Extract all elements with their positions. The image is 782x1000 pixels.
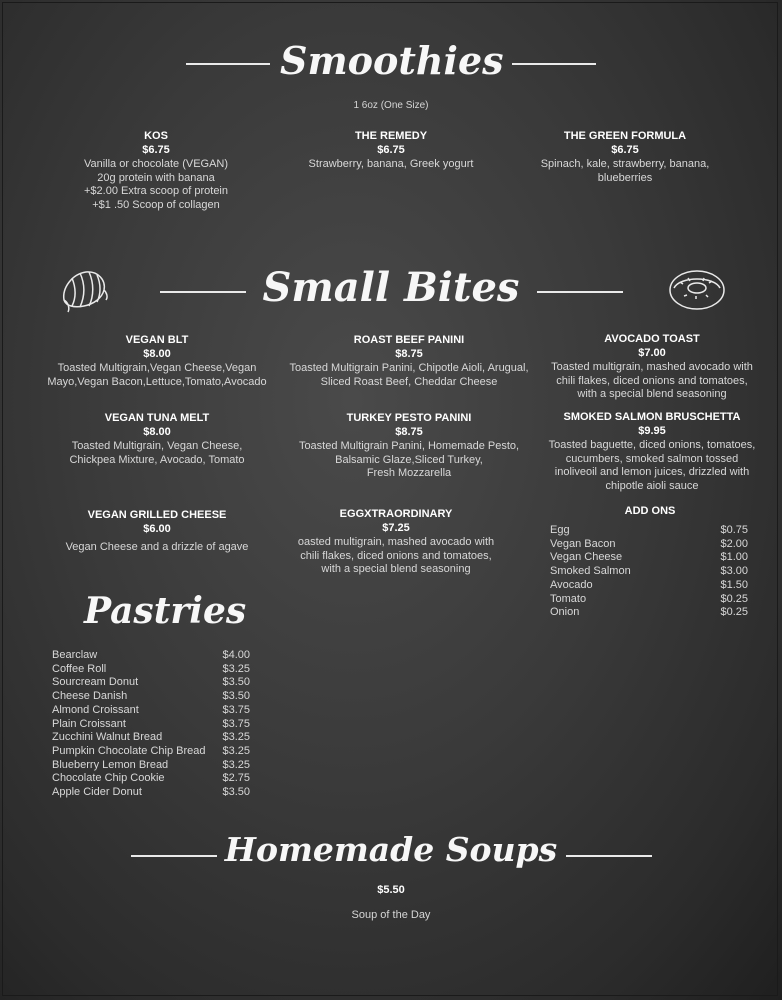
desc-line: Toasted Multigrain, Vegan Cheese, (71, 440, 243, 452)
desc-line: Toasted Multigrain,Vegan Cheese,Vegan (57, 362, 257, 374)
desc-line: with a special blend seasoning (577, 388, 727, 400)
list-item (550, 593, 748, 607)
item-name: THE REMEDY (354, 130, 428, 142)
small-bite-item-vegan-blt (42, 334, 272, 389)
pastry-name: Coffee Roll (52, 662, 107, 675)
list-item (550, 565, 748, 579)
desc-line: chili flakes, diced onions and tomatoes, (300, 549, 492, 562)
list-item (52, 759, 250, 773)
item-description (42, 362, 272, 389)
item-price: $9.95 (638, 424, 666, 437)
pastry-price: $3.25 (222, 758, 250, 771)
desc-line: Sliced Roast Beef, Cheddar Cheese (320, 375, 498, 388)
smoothies-rule-left (186, 63, 270, 65)
item-description (542, 361, 762, 402)
list-item (52, 786, 250, 800)
desc-line: oasted multigrain, mashed avocado with (297, 536, 495, 548)
desc-line: Mayo,Vegan Bacon,Lettuce,Tomato,Avocado (47, 375, 267, 388)
item-description (283, 440, 535, 481)
desc-line: Fresh Mozzarella (366, 467, 452, 479)
pastry-price: $2.75 (222, 772, 250, 785)
list-item (52, 649, 250, 663)
item-name: VEGAN GRILLED CHEESE (87, 509, 227, 521)
pastry-name: Plain Croissant (52, 717, 126, 730)
small-bite-item-vegan-grilled-cheese (42, 509, 272, 555)
addons-list (550, 524, 748, 620)
addon-name: Avocado (550, 578, 593, 591)
pastry-name: Bearclaw (52, 649, 98, 661)
pastries-title: Pastries (84, 590, 247, 632)
desc-line: Strawberry, banana, Greek yogurt (308, 158, 474, 170)
item-name: AVOCADO TOAST (604, 333, 700, 345)
item-price: $6.00 (143, 522, 171, 535)
pastry-name: Chocolate Chip Cookie (52, 772, 165, 785)
list-item (550, 538, 748, 552)
addon-name: Vegan Bacon (550, 537, 616, 550)
addon-name: Smoked Salmon (550, 565, 631, 578)
item-name: KOS (144, 130, 168, 142)
small-bites-rule-left (160, 291, 246, 293)
smoothie-item-kos (55, 130, 257, 212)
item-price: $5.50 (377, 884, 405, 896)
pastry-price: $3.75 (222, 717, 250, 730)
item-description (283, 536, 509, 577)
smoothies-title: Smoothies (280, 38, 504, 83)
pastry-name: Blueberry Lemon Bread (52, 758, 169, 771)
item-description (290, 158, 492, 172)
desc-line: Spinach, kale, strawberry, banana, (540, 158, 710, 170)
item-description (42, 541, 272, 555)
smoothies-size-note: 1 6oz (One Size) (353, 100, 429, 111)
addon-name: Tomato (550, 592, 587, 605)
item-name: EGGXTRAORDINARY (339, 508, 453, 520)
addon-price: $1.00 (720, 551, 748, 564)
item-name: SMOKED SALMON BRUSCHETTA (563, 411, 741, 423)
list-item (52, 772, 250, 786)
addon-price: $0.25 (720, 592, 748, 605)
smoothie-item-the-green-formula (522, 130, 728, 185)
item-name: VEGAN TUNA MELT (104, 412, 210, 424)
list-item (52, 690, 250, 704)
item-price: $8.00 (143, 425, 171, 438)
pastry-name: Cheese Danish (52, 690, 128, 703)
item-price: $6.75 (142, 143, 170, 156)
desc-line: +$2.00 Extra scoop of protein (83, 185, 228, 197)
desc-line: Vegan Cheese and a drizzle of agave (65, 541, 249, 553)
small-bite-item-eggxtraordinary (283, 508, 509, 577)
item-description (42, 440, 272, 467)
list-item (52, 731, 250, 745)
croissant-icon (58, 266, 110, 316)
list-item (550, 524, 748, 538)
item-name: ROAST BEEF PANINI (353, 334, 465, 346)
desc-line: Toasted Multigrain Panini, Chipotle Aioli, Arugual, (289, 362, 529, 374)
small-bite-item-turkey-pesto-panini (283, 412, 535, 481)
pastry-price: $3.50 (222, 690, 250, 703)
pastry-price: $4.00 (222, 649, 250, 661)
pastry-name: Sourcream Donut (52, 676, 139, 689)
addon-name: Onion (550, 606, 580, 619)
smoothie-item-the-remedy (290, 130, 492, 172)
list-item (550, 551, 748, 565)
addon-price: $0.25 (720, 606, 748, 619)
small-bite-item-roast-beef-panini (283, 334, 535, 389)
item-description (540, 439, 764, 493)
pastry-price: $3.50 (222, 786, 250, 799)
pastry-price: $3.25 (222, 662, 250, 675)
desc-line: cucumbers, smoked salmon tossed (565, 452, 739, 465)
item-price: $7.00 (638, 346, 666, 359)
item-price: $8.75 (395, 425, 423, 438)
desc-line: with a special blend seasoning (321, 563, 471, 575)
donut-icon (666, 266, 728, 314)
small-bites-title: Small Bites (262, 264, 520, 311)
desc-line: chipotle aioli sauce (605, 479, 699, 492)
list-item (52, 663, 250, 677)
pastry-name: Zucchini Walnut Bread (52, 731, 163, 744)
desc-line: Vanilla or chocolate (VEGAN) (83, 158, 229, 170)
pastry-price: $3.25 (222, 731, 250, 744)
item-name: TURKEY PESTO PANINI (346, 412, 472, 424)
desc-line: chili flakes, diced onions and tomatoes, (556, 374, 748, 387)
smoothies-rule-right (512, 63, 596, 65)
small-bite-item-smoked-salmon-bruschetta (540, 411, 764, 493)
desc-line: Toasted multigrain, mashed avocado with (551, 361, 753, 373)
list-item (550, 579, 748, 593)
list-item (52, 676, 250, 690)
item-description (55, 158, 257, 212)
addon-price: $3.00 (720, 565, 748, 578)
addon-price: $0.75 (720, 524, 748, 536)
desc-line: inoliveoil and lemon juices, drizzled with (554, 466, 750, 478)
list-item (52, 704, 250, 718)
desc-line: Toasted Multigrain Panini, Homemade Pesto, (298, 440, 520, 452)
desc-line: blueberries (597, 171, 653, 184)
addon-name: Egg (550, 524, 570, 536)
pastries-list (52, 649, 250, 800)
pastry-price: $3.50 (222, 676, 250, 689)
pastry-name: Apple Cider Donut (52, 786, 142, 799)
pastry-name: Pumpkin Chocolate Chip Bread (52, 744, 206, 757)
soups-rule-right (566, 855, 652, 857)
item-name: VEGAN BLT (125, 334, 189, 346)
pastry-price: $3.75 (222, 703, 250, 716)
list-item (550, 606, 748, 620)
item-price: $6.75 (611, 143, 639, 156)
small-bites-rule-right (537, 291, 623, 293)
desc-line: Toasted baguette, diced onions, tomatoes, (548, 439, 756, 451)
item-price: $8.75 (395, 347, 423, 360)
soups-title: Homemade Soups (224, 830, 558, 869)
pastry-price: $3.25 (222, 744, 250, 757)
desc-line: Chickpea Mixture, Avocado, Tomato (69, 453, 245, 466)
item-price: $6.75 (377, 143, 405, 156)
addon-name: Vegan Cheese (550, 551, 623, 564)
item-name: THE GREEN FORMULA (563, 130, 687, 142)
small-bite-item-vegan-tuna-melt (42, 412, 272, 467)
addon-price: $1.50 (720, 578, 748, 591)
addons-title: ADD ONS (624, 505, 676, 517)
pastry-name: Almond Croissant (52, 703, 139, 716)
list-item (52, 745, 250, 759)
soups-price (331, 884, 451, 898)
item-price: $7.25 (382, 521, 410, 534)
soups-description: Soup of the Day (351, 909, 431, 921)
item-description (522, 158, 728, 185)
item-price: $8.00 (143, 347, 171, 360)
small-bite-item-avocado-toast (542, 333, 762, 402)
desc-line: +$1 .50 Scoop of collagen (92, 198, 220, 211)
addon-price: $2.00 (720, 537, 748, 550)
desc-line: 20g protein with banana (97, 171, 215, 184)
soups-rule-left (131, 855, 217, 857)
desc-line: Balsamic Glaze,Sliced Turkey, (335, 453, 483, 466)
list-item (52, 718, 250, 732)
item-description (283, 362, 535, 389)
